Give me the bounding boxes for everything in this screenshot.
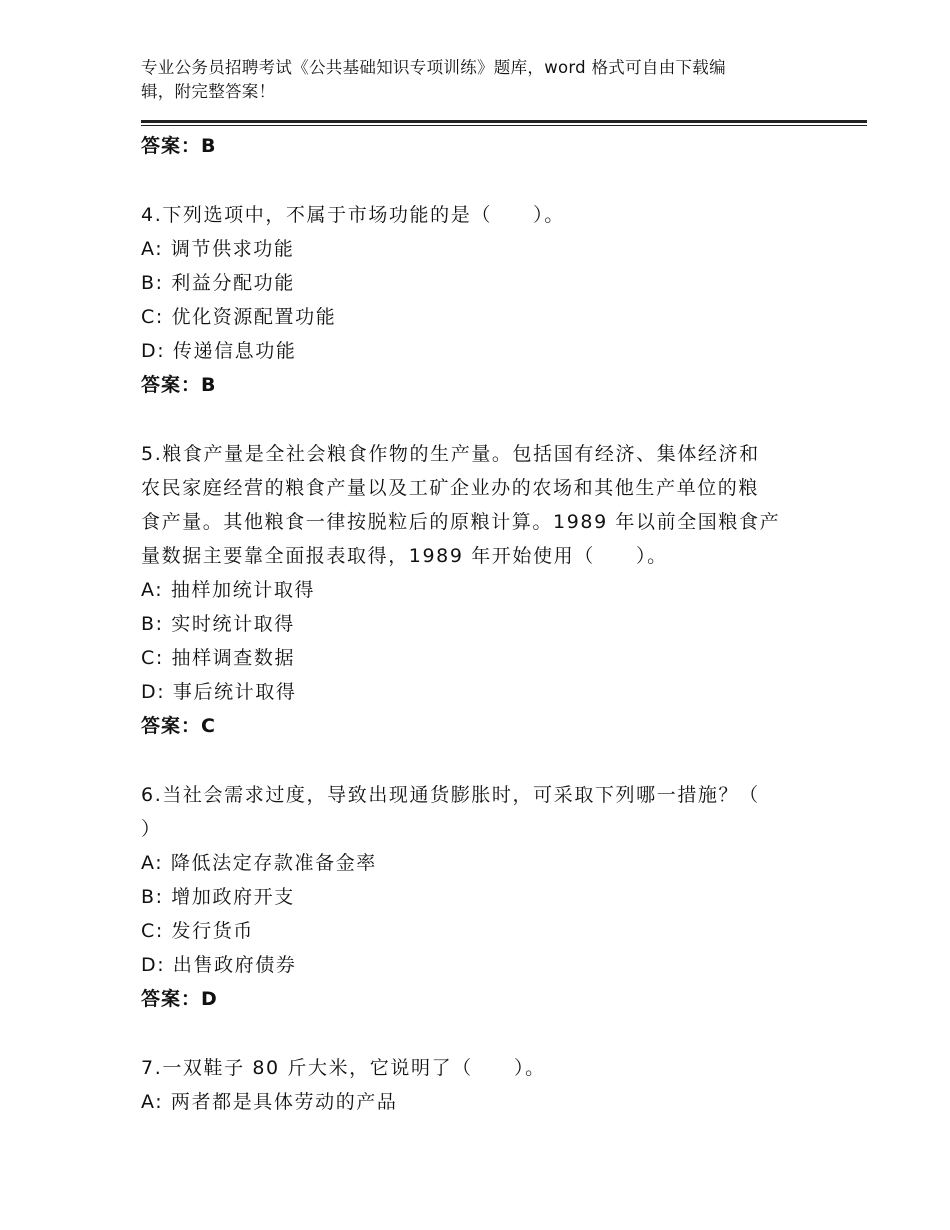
q5-option-b: B: 实时统计取得 xyxy=(141,613,295,635)
q4-answer: 答案：B xyxy=(141,374,217,396)
header-rule-thick xyxy=(141,120,867,123)
q5-stem-line-2: 农民家庭经营的粮食产量以及工矿企业办的农场和其他生产单位的粮 xyxy=(141,477,760,499)
q5-stem-line-1: 5.粮食产量是全社会粮食作物的生产量。包括国有经济、集体经济和 xyxy=(141,443,760,465)
header-line-1: 专业公务员招聘考试《公共基础知识专项训练》题库，word 格式可自由下载编 xyxy=(141,58,726,77)
q5-option-d: D: 事后统计取得 xyxy=(141,681,297,703)
q4-option-d: D: 传递信息功能 xyxy=(141,340,297,362)
q4-stem: 4.下列选项中，不属于市场功能的是（ ）。 xyxy=(141,204,565,226)
q5-stem-line-4: 量数据主要靠全面报表取得，1989 年开始使用（ ）。 xyxy=(141,545,668,567)
q6-option-a: A: 降低法定存款准备金率 xyxy=(141,852,377,874)
q5-option-c: C: 抽样调查数据 xyxy=(141,647,296,669)
q4-option-a: A: 调节供求功能 xyxy=(141,238,295,260)
header-rule-thin xyxy=(141,125,867,126)
q6-stem-line-1: 6.当社会需求过度，导致出现通货膨胀时，可采取下列哪一措施？（ xyxy=(141,784,760,806)
q6-answer: 答案：D xyxy=(141,988,218,1010)
q6-stem-line-2: ） xyxy=(141,818,162,840)
q4-option-b: B: 利益分配功能 xyxy=(141,272,295,294)
q4-option-c: C: 优化资源配置功能 xyxy=(141,306,337,328)
q5-answer: 答案：C xyxy=(141,715,216,737)
q6-option-b: B: 增加政府开支 xyxy=(141,886,295,908)
q5-option-a: A: 抽样加统计取得 xyxy=(141,579,316,601)
q6-option-c: C: 发行货币 xyxy=(141,920,254,942)
document-header xyxy=(141,56,791,104)
answer-previous: 答案：B xyxy=(141,135,217,157)
header-line-2: 辑，附完整答案！ xyxy=(141,82,276,101)
q7-stem: 7.一双鞋子 80 斤大米，它说明了（ ）。 xyxy=(141,1057,546,1079)
q7-option-a: A: 两者都是具体劳动的产品 xyxy=(141,1091,398,1113)
q6-option-d: D: 出售政府债券 xyxy=(141,954,297,976)
q5-stem-line-3: 食产量。其他粮食一律按脱粒后的原粮计算。1989 年以前全国粮食产 xyxy=(141,511,781,533)
